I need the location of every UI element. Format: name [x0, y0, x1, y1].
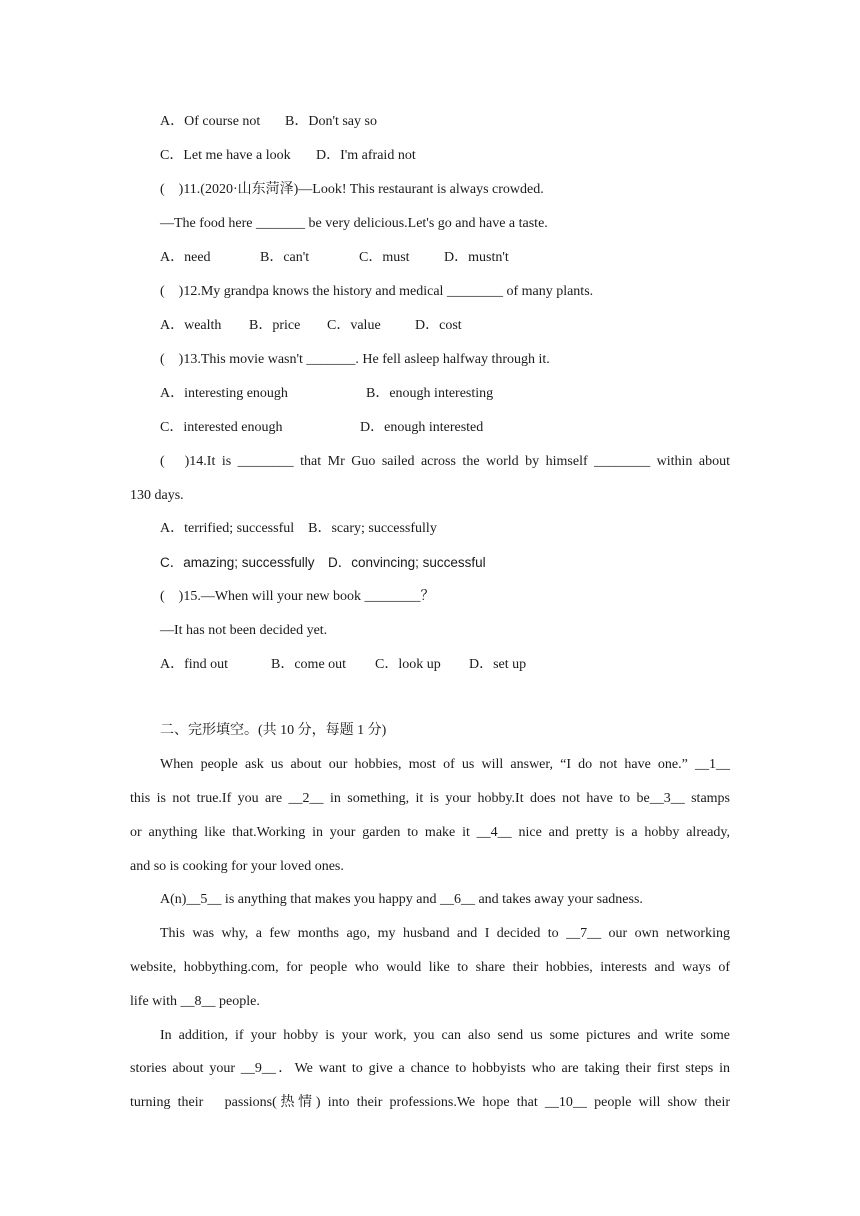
option-c: C．must: [359, 250, 410, 265]
option-d: D．enough interested: [360, 420, 484, 435]
option-a: A．interesting enough: [160, 386, 288, 401]
option-b: B．come out: [271, 657, 347, 672]
q14-options-row2: C．amazing; successfully D．convincing; successful: [160, 555, 486, 570]
q14-line2: 130 days.: [130, 488, 184, 503]
option-d: D．cost: [415, 318, 462, 333]
option-d: D．mustn't: [444, 250, 509, 265]
option-a: A．Of course not: [160, 114, 261, 129]
option-d: D．set up: [469, 657, 527, 672]
passage-line: When people ask us about our hobbies, most of us will answer, “I do not have one.” __1__: [160, 757, 730, 772]
option-d: D．I'm afraid not: [316, 148, 416, 163]
passage-line: website, hobbything.com, for people who would like to share their hobbies, interests and ways of: [130, 960, 730, 975]
q15-stem: ( )15.—When will your new book ________？: [160, 589, 435, 604]
option-c: C．look up: [375, 657, 441, 672]
section-heading: 二、完形填空。(共 10 分，每题 1 分): [160, 723, 387, 738]
q12-stem: ( )12.My grandpa knows the history and medical ________ of many plants.: [160, 284, 594, 299]
option-b: B．enough interesting: [366, 386, 494, 401]
passage-line: or anything like that.Working in your garden to make it __4__ nice and pretty is a hobby already,: [130, 825, 730, 840]
option-c: C．interested enough: [160, 420, 283, 435]
q11-stem: ( )11.(2020·山东菏泽)—Look! This restaurant is always crowded.: [160, 182, 544, 197]
passage-line: A(n)__5__ is anything that makes you happy and __6__ and takes away your sadness.: [160, 892, 643, 907]
option-a: A．wealth: [160, 318, 222, 333]
passage-line: this is not true.If you are __2__ in something, it is your hobby.It does not have to be__3__ stamps: [130, 791, 730, 806]
option-b: B．Don't say so: [285, 114, 377, 129]
q13-stem: ( )13.This movie wasn't _______. He fell asleep halfway through it.: [160, 352, 550, 367]
passage-line: turning their passions(热情) into their professions.We hope that __10__ people will show their: [130, 1095, 730, 1110]
option-a: A．find out: [160, 657, 229, 672]
passage-line: stories about your __9__．We want to give a chance to hobbyists who are taking their first steps in: [130, 1061, 730, 1076]
passage-line: and so is cooking for your loved ones.: [130, 859, 344, 874]
passage-line: In addition, if your hobby is your work, you can also send us some pictures and write some: [160, 1028, 730, 1043]
option-a: A．need: [160, 250, 211, 265]
q14-stem: ( )14.It is ________ that Mr Guo sailed across the world by himself ________ within about: [160, 454, 730, 469]
passage-line: This was why, a few months ago, my husband and I decided to __7__ our own networking: [160, 926, 730, 941]
option-b: B．can't: [260, 250, 310, 265]
option-c: C．Let me have a look: [160, 148, 291, 163]
q15-line2: —It has not been decided yet.: [160, 623, 328, 638]
q11-line2: —The food here _______ be very delicious.Let's go and have a taste.: [160, 216, 548, 231]
option-b: B．price: [249, 318, 301, 333]
q14-options-row1: A．terrified; successful B．scary; successfully: [160, 521, 437, 536]
option-c: C．value: [327, 318, 381, 333]
passage-line: life with __8__ people.: [130, 994, 260, 1009]
